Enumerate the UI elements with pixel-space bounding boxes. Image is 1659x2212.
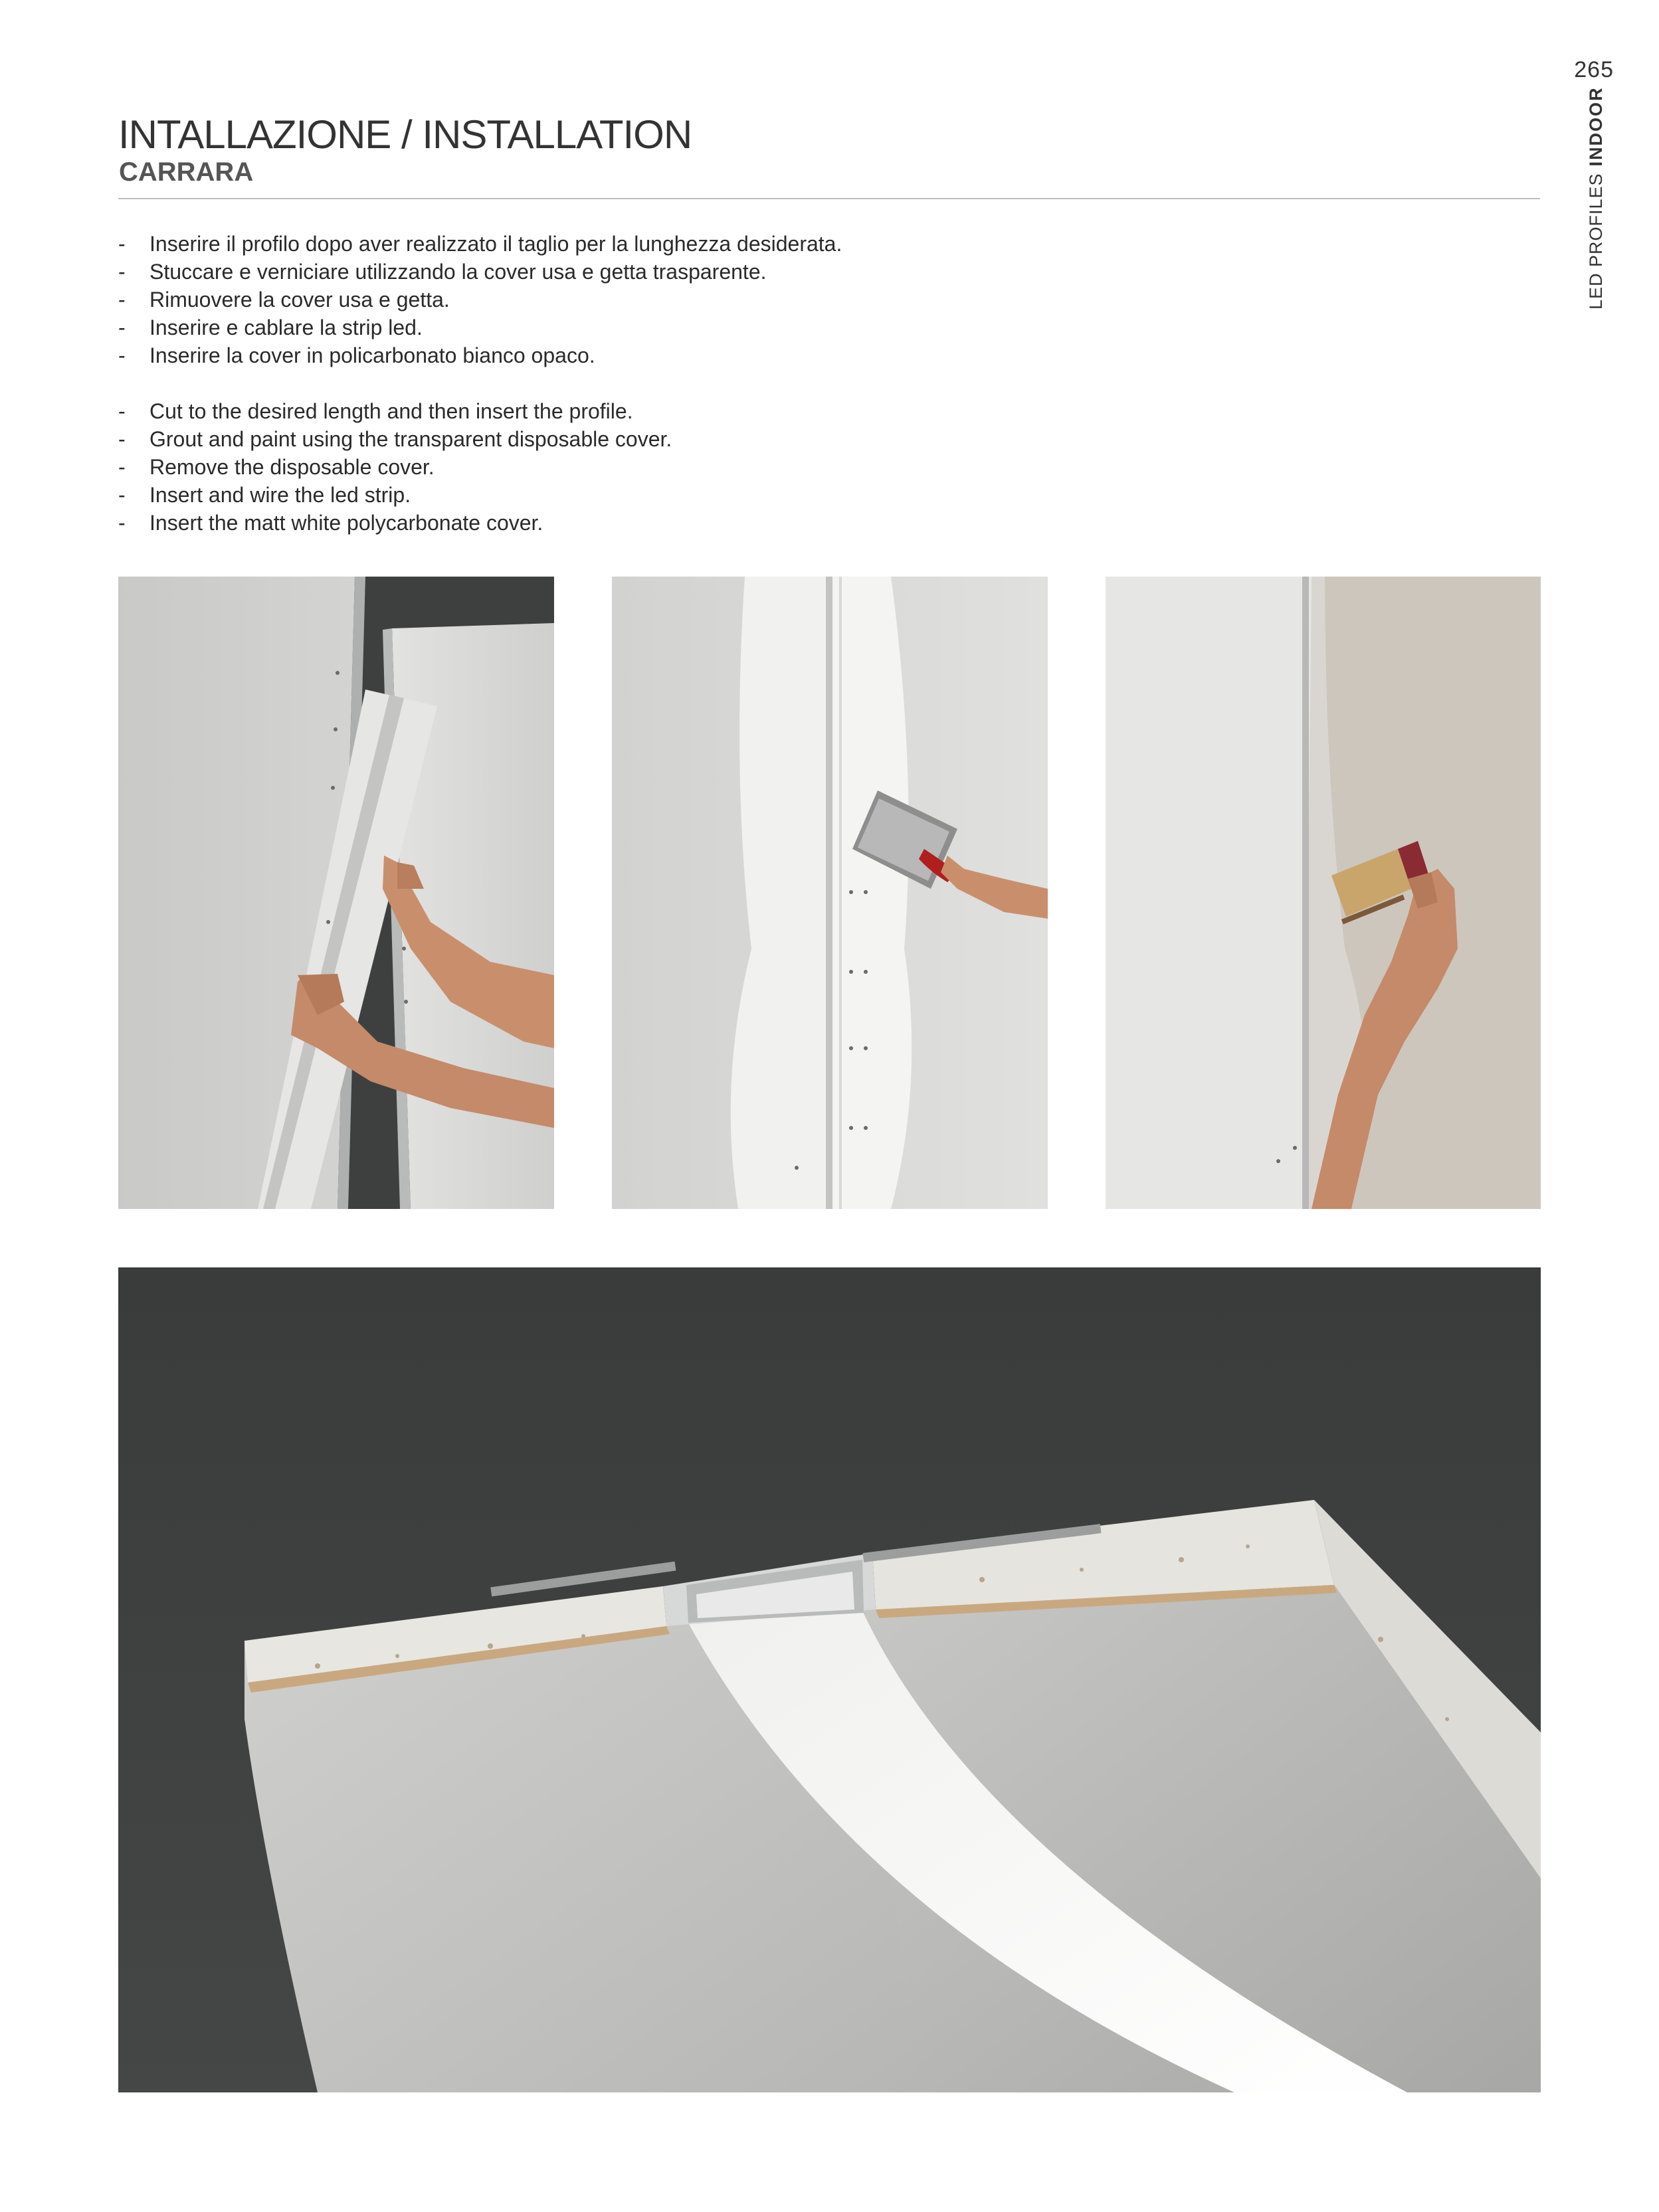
- photo-insert-profile: [118, 577, 554, 1209]
- photo-paint-brush: [1106, 577, 1541, 1209]
- bullet-dash: -: [118, 511, 126, 535]
- photo-finished-profile: [118, 1267, 1541, 2092]
- list-item-text: Inserire il profilo dopo aver realizzato il taglio per la lunghezza desiderata.: [149, 232, 842, 256]
- list-item: [118, 258, 1447, 286]
- photo-grout-trowel: [612, 577, 1048, 1209]
- italian-instructions: [118, 230, 1447, 369]
- page-number: 265: [1574, 57, 1614, 82]
- list-item: [118, 509, 1447, 537]
- side-label-section: INDOOR: [1586, 86, 1606, 167]
- header-divider: [118, 198, 1540, 199]
- list-item: [118, 481, 1447, 509]
- bullet-dash: -: [118, 343, 126, 367]
- list-item-text: Cut to the desired length and then insert the profile.: [149, 399, 633, 423]
- list-item: [118, 425, 1447, 453]
- bullet-dash: -: [118, 483, 126, 507]
- list-item: [118, 286, 1447, 314]
- list-item-text: Inserire la cover in policarbonato bianco opaco.: [149, 343, 595, 367]
- list-item: [118, 314, 1447, 341]
- section-side-label: [1586, 86, 1607, 310]
- bullet-dash: -: [118, 455, 126, 479]
- bullet-dash: -: [118, 399, 126, 423]
- list-item: [118, 230, 1447, 258]
- english-instructions: [118, 397, 1447, 537]
- list-item: [118, 453, 1447, 481]
- bullet-dash: -: [118, 427, 126, 451]
- bullet-dash: -: [118, 288, 126, 312]
- bullet-dash: -: [118, 232, 126, 256]
- bullet-dash: -: [118, 316, 126, 339]
- side-label-category: LED PROFILES: [1586, 173, 1606, 310]
- list-item-text: Remove the disposable cover.: [149, 455, 435, 479]
- list-item: [118, 397, 1447, 425]
- list-item-text: Inserire e cablare la strip led.: [149, 316, 423, 339]
- list-item: [118, 341, 1447, 369]
- bullet-dash: -: [118, 260, 126, 284]
- product-name: CARRARA: [119, 157, 254, 187]
- list-item-text: Grout and paint using the transparent disposable cover.: [149, 427, 672, 451]
- list-item-text: Insert the matt white polycarbonate cover.: [149, 511, 543, 535]
- list-item-text: Insert and wire the led strip.: [149, 483, 411, 507]
- list-item-text: Stuccare e verniciare utilizzando la cover usa e getta trasparente.: [149, 260, 767, 284]
- page-title: INTALLAZIONE / INSTALLATION: [118, 112, 692, 157]
- list-item-text: Rimuovere la cover usa e getta.: [149, 288, 450, 312]
